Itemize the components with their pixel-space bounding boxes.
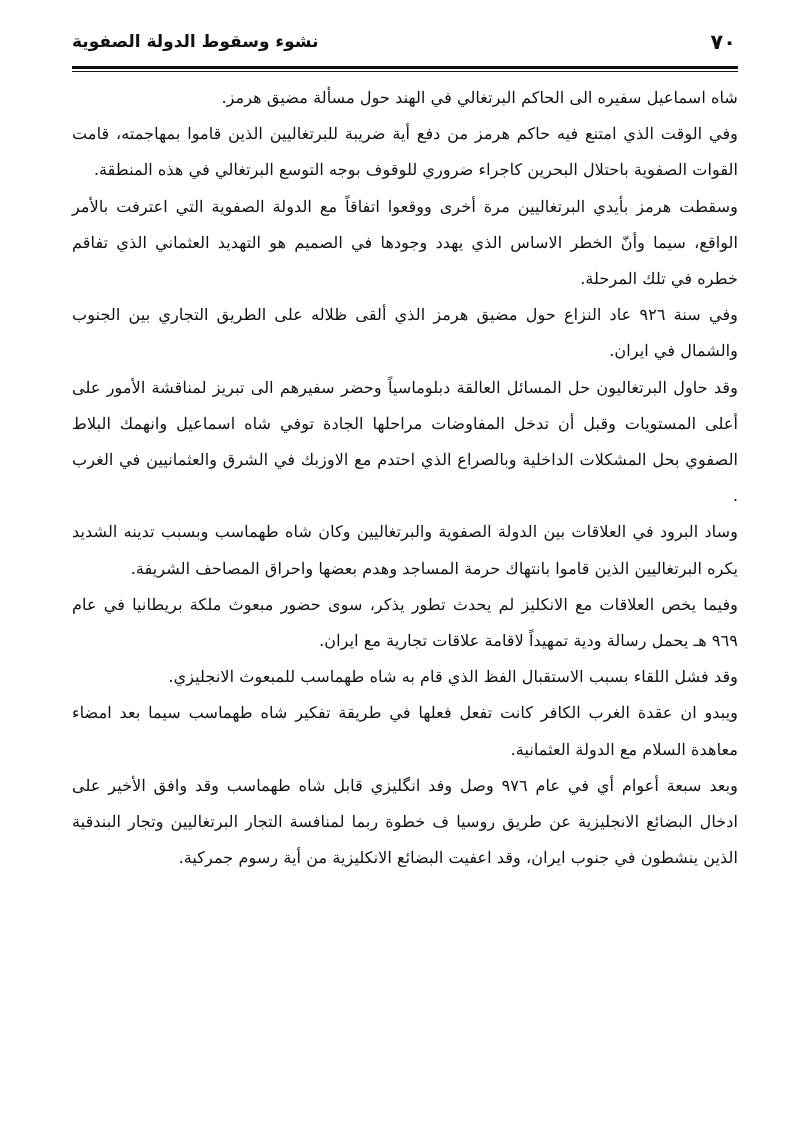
- paragraph: ويبدو ان عقدة الغرب الكافر كانت تفعل فعلها في طريقة تفكير شاه طهماسب سيما بعد امضاء معاهدة السلام مع الدولة العثمانية.: [72, 703, 738, 759]
- paragraph: وقد فشل اللقاء بسبب الاستقبال الفظ الذي قام به شاه طهماسب للمبعوث الانجليزي.: [168, 667, 738, 687]
- paragraph: وفيما يخص العلاقات مع الانكليز لم يحدث تطور يذكر، سوى حضور مبعوث ملكة بريطانيا في عام ٩٦٩ هـ يحمل رسالة ودية تمهيداً لاقامة علاقات تجارية مع ايران.: [72, 594, 738, 651]
- paragraph: وقد حاول البرتغاليون حل المسائل العالقة دبلوماسياً وحضر سفيرهم الى تبريز لمناقشة الأمور على أعلى المستويات وقبل أن تدخل المفاوضات مراحلها الجادة توفي شاه اسماعيل وانهمك البلاط الصفوي بحل المشكلات الداخلية وبالصراع الذي احتدم مع الاوزبك في الشرق والعثمانيين في الغرب .: [72, 377, 738, 506]
- paragraph: وفي الوقت الذي امتنع فيه حاكم هرمز من دفع أية ضريبة للبرتغاليين الذين قاموا بمهاجمته، قامت القوات الصفوية باحتلال البحرين كاجراء ضروري للوقوف بوجه التوسع البرتغالي في هذه المنطقة.: [72, 124, 738, 180]
- header-rule-thick: [72, 66, 738, 69]
- paragraph: وفي سنة ٩٢٦ عاد النزاع حول مضيق هرمز الذي ألقى ظلاله على الطريق التجاري بين الجنوب والشمال في ايران.: [72, 305, 738, 361]
- book-page: [72, 22, 738, 876]
- running-title: نشوء وسقوط الدولة الصفوية: [72, 32, 319, 52]
- body-text: [72, 80, 738, 876]
- paragraph: وسقطت هرمز بأيدي البرتغاليين مرة أخرى ووقعوا اتفاقاً مع الدولة الصفوية التي اعترفت بالأمر الواقع، سيما وأنّ الخطر الاساس الذي يهدد وجودها في الصميم هو التهديد العثماني الذي تفاقم خطره في تلك المرحلة.: [72, 196, 738, 289]
- paragraph: وبعد سبعة أعوام أي في عام ٩٧٦ وصل وفد انگليزي قابل شاه طهماسب وقد وافق الأخير على ادخال البضائع الانجليزية عن طريق روسيا ف خطوة ربما لمنافسة التجار البرتغاليين وتجار البندقية الذين ينشطون في جنوب ايران، وقد اعفيت البضائع الانكليزية من أية رسوم جمركية.: [72, 775, 738, 868]
- header-rule-thin: [72, 71, 738, 72]
- page-number: ٧٠: [710, 30, 736, 54]
- page-header: [72, 22, 738, 66]
- paragraph: وساد البرود في العلاقات بين الدولة الصفوية والبرتغاليين وكان شاه طهماسب وبسبب تدينه الشديد يكره البرتغاليين الذين قاموا بانتهاك حرمة المساجد وهدم بعضها واحراق المصاحف الشريفة.: [72, 522, 738, 578]
- paragraph: شاه اسماعيل سفيره الى الحاكم البرتغالي في الهند حول مسألة مضيق هرمز.: [221, 88, 738, 107]
